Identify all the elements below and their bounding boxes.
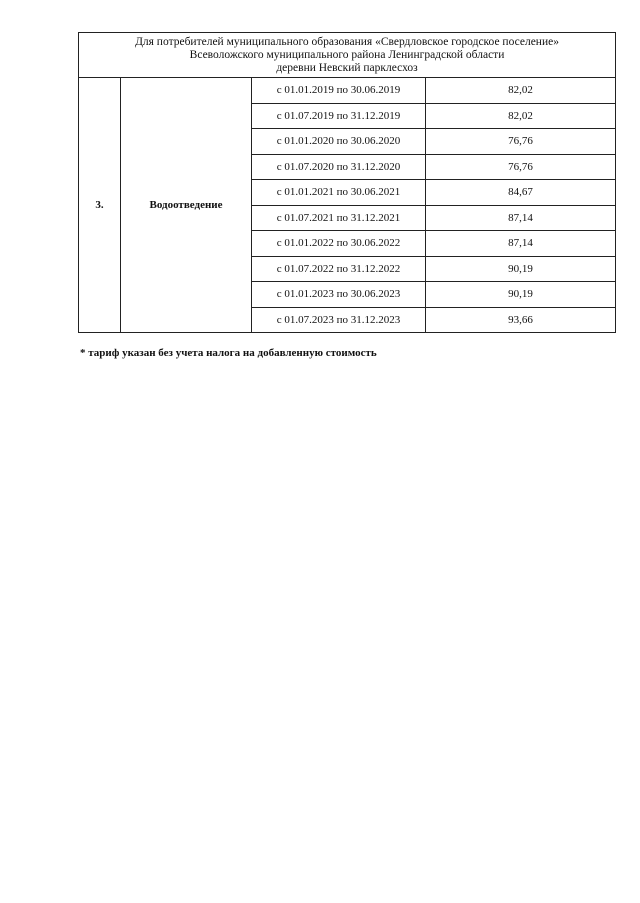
header-line-1: Для потребителей муниципального образования «Свердловское городское поселение» bbox=[135, 35, 559, 48]
period-cell: с 01.07.2019 по 31.12.2019 bbox=[252, 103, 426, 129]
table-row bbox=[79, 78, 616, 104]
period-cell: с 01.07.2023 по 31.12.2023 bbox=[252, 307, 426, 333]
period-cell: с 01.07.2020 по 31.12.2020 bbox=[252, 154, 426, 180]
header-line-2: Всеволожского муниципального района Ленинградской области bbox=[189, 48, 505, 61]
period-cell: с 01.01.2020 по 30.06.2020 bbox=[252, 129, 426, 155]
period-cell: с 01.01.2023 по 30.06.2023 bbox=[252, 282, 426, 308]
header-line-3: деревни Невский парклесхоз bbox=[276, 61, 418, 74]
tariff-value-cell: 76,76 bbox=[426, 129, 616, 155]
period-cell: с 01.01.2022 по 30.06.2022 bbox=[252, 231, 426, 257]
tariff-value-cell: 82,02 bbox=[426, 103, 616, 129]
tariff-value-cell: 90,19 bbox=[426, 256, 616, 282]
tariff-table bbox=[78, 32, 616, 333]
table-header-row bbox=[79, 33, 616, 78]
period-cell: с 01.07.2022 по 31.12.2022 bbox=[252, 256, 426, 282]
period-cell: с 01.01.2019 по 30.06.2019 bbox=[252, 78, 426, 104]
tariff-value-cell: 87,14 bbox=[426, 231, 616, 257]
tariff-value-cell: 82,02 bbox=[426, 78, 616, 104]
service-cell: Водоотведение bbox=[121, 78, 252, 333]
table-header bbox=[79, 33, 616, 78]
tariff-value-cell: 90,19 bbox=[426, 282, 616, 308]
tariff-value-cell: 93,66 bbox=[426, 307, 616, 333]
tariff-value-cell: 76,76 bbox=[426, 154, 616, 180]
footnote: * тариф указан без учета налога на добавленную стоимость bbox=[80, 347, 377, 359]
tariff-value-cell: 84,67 bbox=[426, 180, 616, 206]
row-number-cell: 3. bbox=[79, 78, 121, 333]
tariff-value-cell: 87,14 bbox=[426, 205, 616, 231]
period-cell: с 01.07.2021 по 31.12.2021 bbox=[252, 205, 426, 231]
period-cell: с 01.01.2021 по 30.06.2021 bbox=[252, 180, 426, 206]
